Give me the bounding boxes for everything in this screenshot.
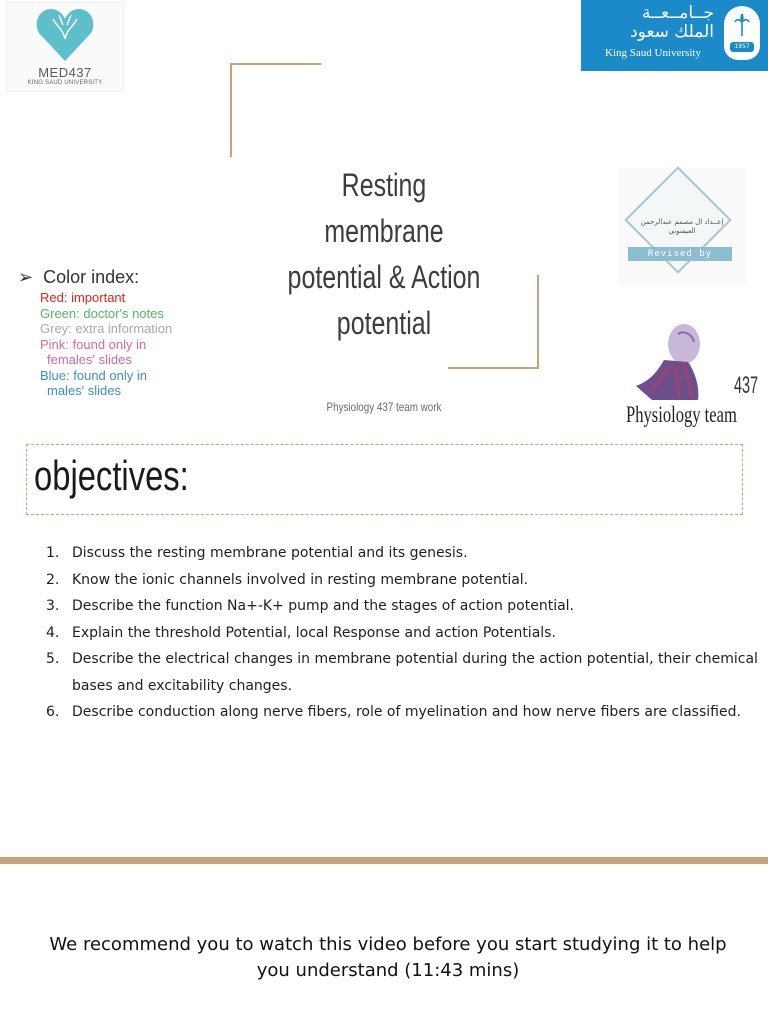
color-index-item-pink: Pink: found only in — [40, 336, 147, 352]
color-index-item-blue: Blue: found only in — [40, 367, 147, 383]
objective-item: 5. Describe the electrical changes in membrane potential during the action potential, their chemical bases and excitability changes. — [46, 651, 758, 694]
objective-item: 3. Describe the function Na+-K+ pump and the stages of action potential. — [46, 598, 575, 614]
video-recommendation: We recommend you to watch this video before you start studying it to help you understand (11:43 mins) — [49, 934, 727, 981]
objective-item: 2. Know the ionic channels involved in resting membrane potential. — [46, 571, 529, 588]
title-frame-left — [230, 63, 232, 157]
section-divider — [0, 857, 768, 864]
objective-item: 6. Describe conduction along nerve fibers, role of myelination and how nerve fibers are classified. — [46, 704, 741, 720]
physiology-team-logo — [624, 320, 764, 432]
color-index-item-grey: Grey: extra information — [40, 321, 173, 336]
ksu-english-name: King Saud University — [605, 47, 701, 59]
arrow-bullet-icon: ➢ — [18, 267, 34, 287]
ksu-logo — [581, 0, 768, 71]
page-title: Resting membrane potential & Action potential — [287, 167, 481, 341]
color-index-item-green: Green: doctor's notes — [40, 305, 164, 321]
color-index-item-blue-cont: males' slides — [47, 383, 122, 398]
med-logo-subtext: KING SAUD UNIVERSITY — [27, 80, 103, 86]
revised-arabic-text: إعــداد ال مصمم عبدالرحمن العيسوني — [640, 218, 724, 235]
objective-item: 4. Explain the threshold Potential, local Response and action Potentials. — [46, 624, 556, 641]
heart-logo-icon — [35, 5, 95, 65]
palm-emblem-icon — [724, 6, 760, 60]
title-frame-right — [537, 275, 539, 369]
title-frame-top — [230, 63, 321, 65]
revised-by-badge — [618, 168, 746, 286]
anatomy-figure-icon — [628, 320, 708, 402]
title-frame-bottom — [448, 367, 539, 369]
ksu-arabic-name: جــامــعــة الملك سعود — [630, 3, 714, 42]
med-logo-text: MED437 — [38, 65, 92, 80]
color-index-item-pink-cont: females' slides — [47, 352, 132, 367]
physiology-team-number: 437 — [733, 372, 758, 399]
color-index-item-red: Red: important — [40, 290, 126, 305]
team-work-caption: Physiology 437 team work — [326, 400, 442, 414]
revised-ribbon: Revised by — [628, 247, 732, 261]
color-index-list — [40, 290, 172, 399]
objective-item: 1. Discuss the resting membrane potential and its genesis. — [46, 545, 468, 561]
ksu-year: 1957 — [730, 42, 754, 52]
objectives-list — [46, 540, 758, 726]
physiology-team-label: Physiology team — [626, 402, 737, 427]
med437-logo — [6, 2, 124, 92]
color-index-heading: ➢ Color index: — [18, 267, 140, 287]
objectives-heading: objectives: — [34, 452, 189, 499]
